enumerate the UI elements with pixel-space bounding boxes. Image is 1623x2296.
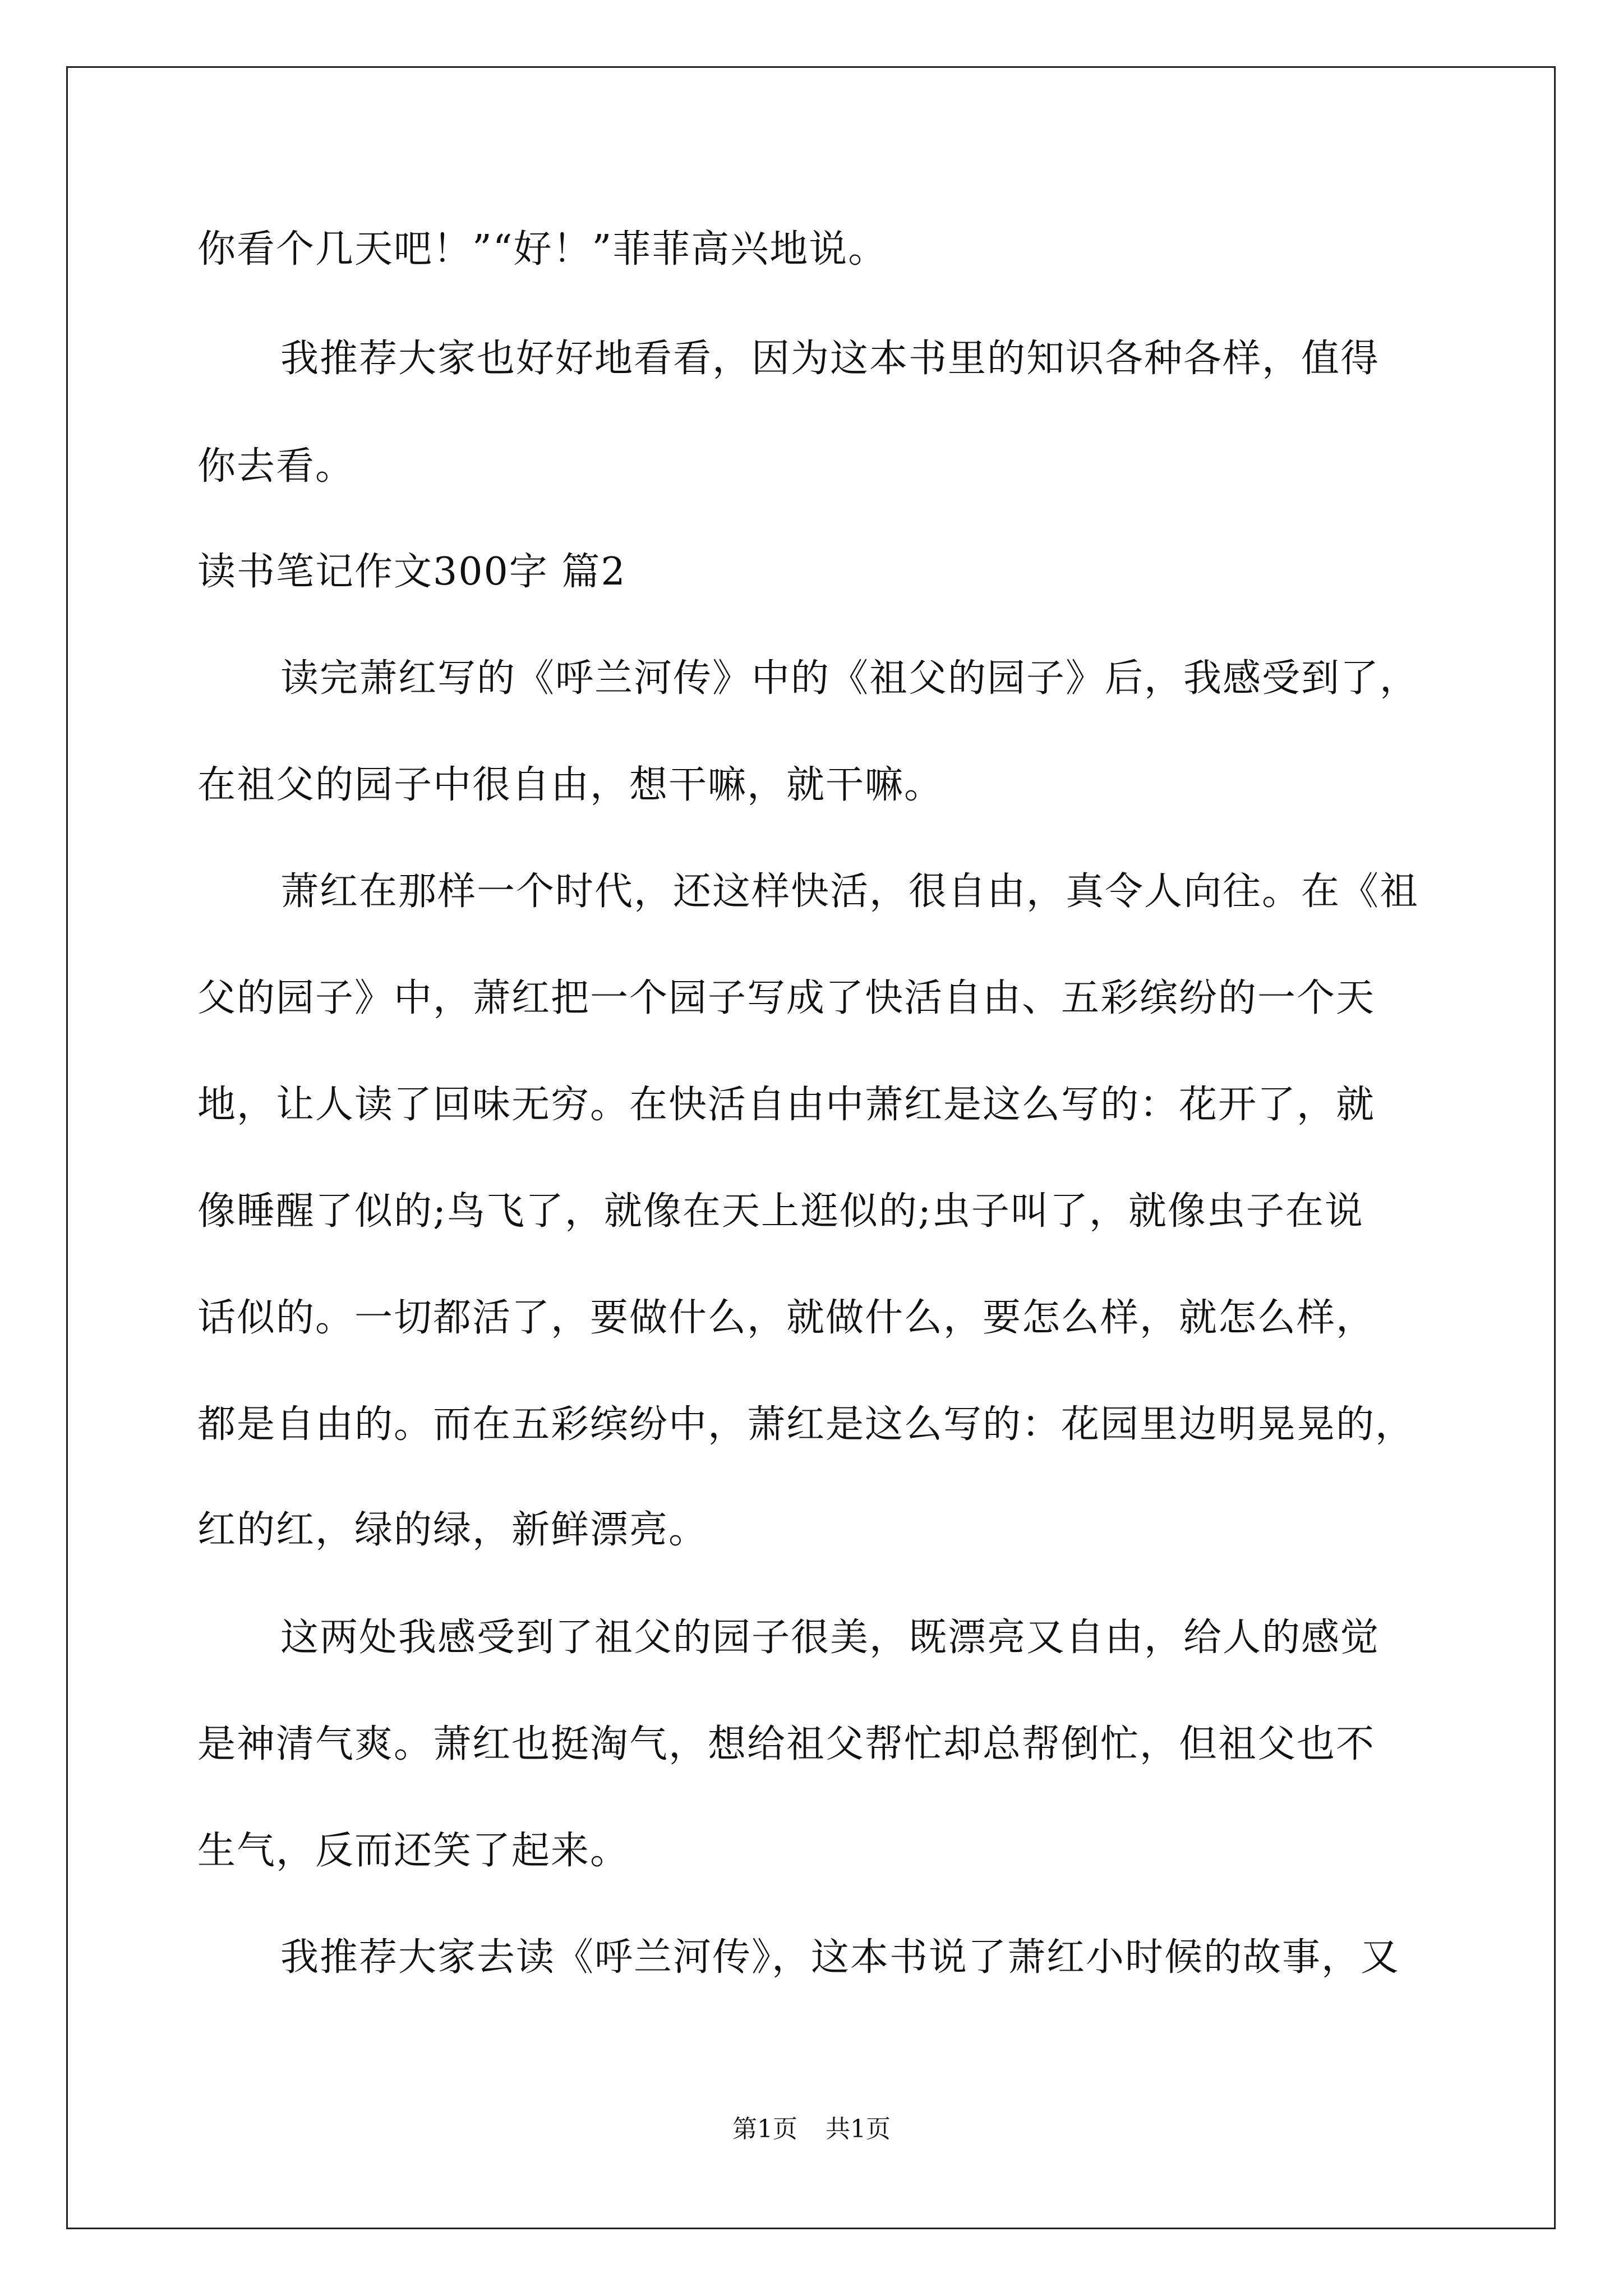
text-line-5: 读完萧红写的《呼兰河传》中的《祖父的园子》后，我感受到了， xyxy=(280,656,1419,701)
section-heading: 读书笔记作文300字 篇2 xyxy=(197,550,626,594)
text-line-1: 你看个几天吧！”“好！”菲菲高兴地说。 xyxy=(197,227,888,272)
text-line-9: 地，让人读了回味无穷。在快活自由中萧红是这么写的：花开了，就 xyxy=(197,1083,1376,1127)
text-line-15: 是神清气爽。萧红也挺淘气，想给祖父帮忙却总帮倒忙，但祖父也不 xyxy=(197,1722,1376,1766)
page-border xyxy=(66,66,1556,2229)
text-line-10: 像睡醒了似的;鸟飞了，就像在天上逛似的;虫子叫了，就像虫子在说 xyxy=(197,1189,1364,1234)
text-line-17: 我推荐大家去读《呼兰河传》，这本书说了萧红小时候的故事，又 xyxy=(280,1935,1400,1980)
page-number: 第1页 xyxy=(732,2115,797,2143)
text-line-7: 萧红在那样一个时代，还这样快活，很自由，真令人向往。在《祖 xyxy=(280,869,1419,914)
text-line-13: 红的红，绿的绿，新鲜漂亮。 xyxy=(197,1508,708,1552)
page-total: 共1页 xyxy=(826,2115,891,2143)
page-footer xyxy=(0,2114,1623,2145)
text-line-14: 这两处我感受到了祖父的园子很美，既漂亮又自由，给人的感觉 xyxy=(280,1616,1380,1660)
text-line-6: 在祖父的园子中很自由，想干嘛，就干嘛。 xyxy=(197,763,944,807)
text-line-2: 我推荐大家也好好地看看，因为这本书里的知识各种各样，值得 xyxy=(280,337,1380,381)
text-line-3: 你去看。 xyxy=(197,444,355,489)
text-line-16: 生气，反而还笑了起来。 xyxy=(197,1829,630,1873)
text-line-8: 父的园子》中，萧红把一个园子写成了快活自由、五彩缤纷的一个天 xyxy=(197,976,1376,1020)
text-line-12: 都是自由的。而在五彩缤纷中，萧红是这么写的：花园里边明晃晃的， xyxy=(197,1402,1415,1447)
text-line-11: 话似的。一切都活了，要做什么，就做什么，要怎么样，就怎么样， xyxy=(197,1296,1376,1340)
